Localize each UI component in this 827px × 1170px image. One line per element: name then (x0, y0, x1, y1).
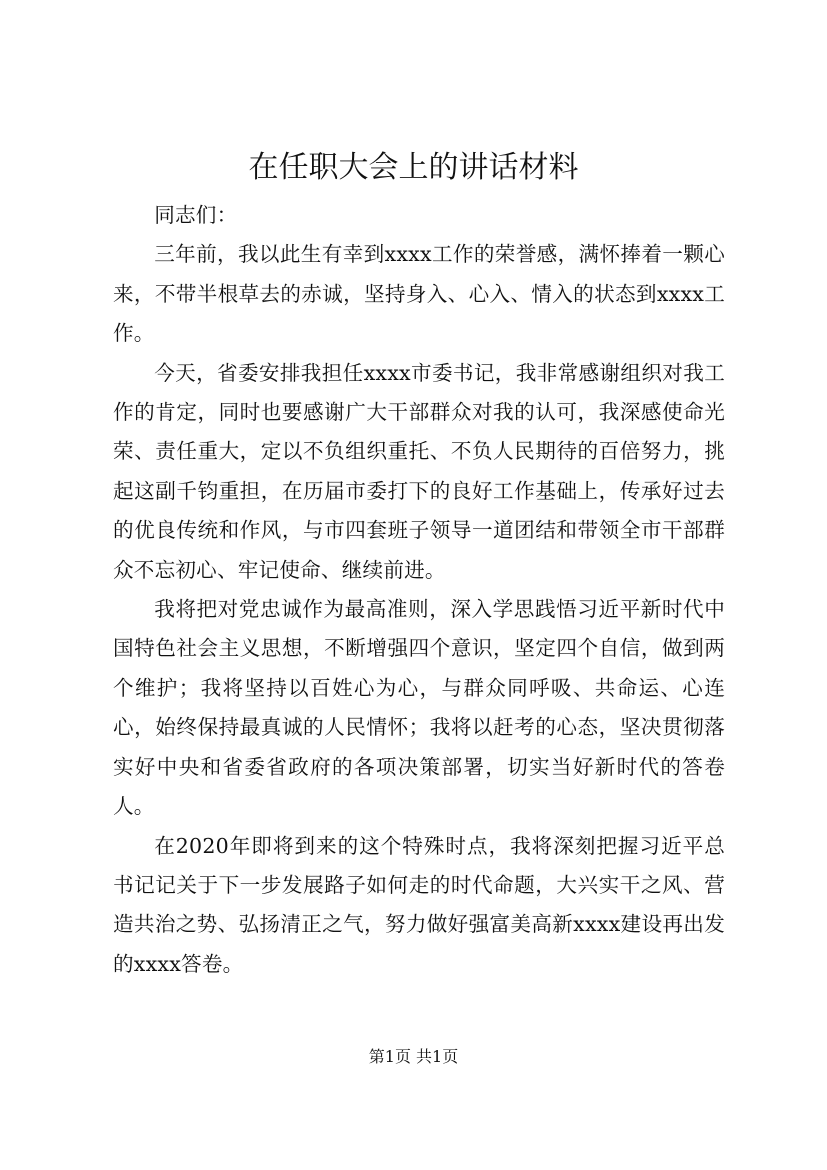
salutation: 同志们： (154, 203, 238, 227)
document-title: 在任职大会上的讲话材料 (248, 150, 579, 185)
page-footer: 第1页 共1页 (368, 1047, 459, 1066)
paragraph-4: 在2020年即将到来的这个特殊时点，我将深刻把握习近平总书记记关于下一步发展路子如何走的时代命题，大兴实干之风、营造共治之势、弘扬清正之气，努力做好强富美高新xxxx建设再出发的xxxx答卷。 (113, 833, 725, 976)
document-body (113, 196, 725, 984)
paragraph-3: 我将把对党忠诚作为最高准则，深入学思践悟习近平新时代中国特色社会主义思想，不断增强四个意识，坚定四个自信，做到两个维护；我将坚持以百姓心为心，与群众同呼吸、共命运、心连心，始终保持最真诚的人民情怀；我将以赶考的心态，坚决贯彻落实好中央和省委省政府的各项决策部署，切实当好新时代的答卷人。 (113, 597, 725, 819)
paragraph-1: 三年前，我以此生有幸到xxxx工作的荣誉感，满怀捧着一颗心来，不带半根草去的赤诚，坚持身入、心入、情入的状态到xxxx工作。 (113, 242, 725, 346)
paragraph-2: 今天，省委安排我担任xxxx市委书记，我非常感谢组织对我工作的肯定，同时也要感谢广大干部群众对我的认可，我深感使命光荣、责任重大，定以不负组织重托、不负人民期待的百倍努力，挑起这副千钧重担，在历届市委打下的良好工作基础上，传承好过去的优良传统和作风，与市四套班子领导一道团结和带领全市干部群众不忘初心、牢记使命、继续前进。 (113, 360, 725, 582)
